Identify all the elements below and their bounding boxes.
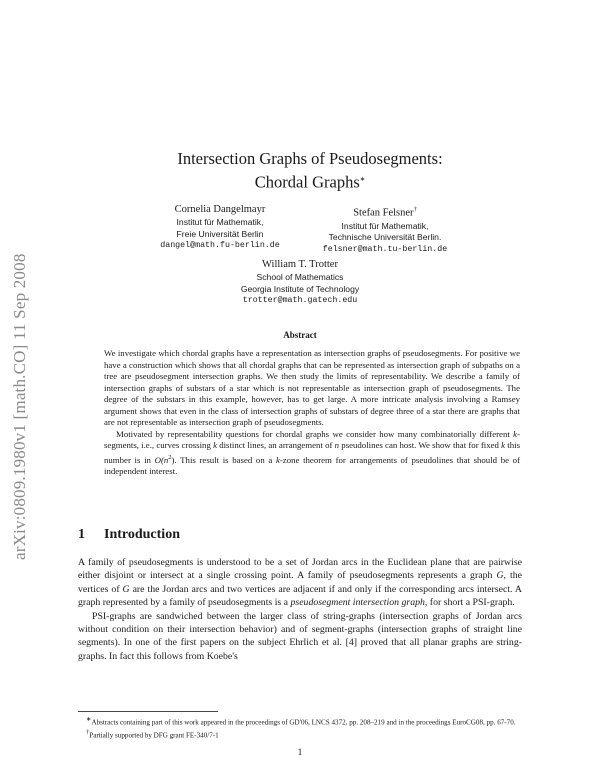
author-footnote-mark: † [413, 206, 417, 213]
paper-title [80, 148, 540, 193]
author-2 [305, 203, 465, 255]
arxiv-identifier: arXiv:0809.1980v1 [math.CO] 11 Sep 2008 [10, 253, 29, 560]
body-paragraph: A family of pseudosegments is understood to be a set of Jordan arcs in the Euclidean plane that are pairwise either disjoint or intersect at a single crossing point. A family of pseudosegments represents a graph G, the vertices of G are the Jordan arcs and two vertices are adjacent if and only if the corresponding arcs intersect. A graph represented by a family of pseudosegments is a pseudosegment intersection graph, for short a PSI-graph. [78, 557, 522, 609]
body-paragraph: PSI-graphs are sandwiched between the larger class of string-graphs (intersection graphs of Jordan arcs without condition on their intersection behavior) and of segment-graphs (intersection graphs of straight line segments). In one of the first papers on the subject Ehrlich et al. [4] proved that all planar graphs are string-graphs. In fact this follows from Koebe's [78, 610, 522, 662]
page-number: 1 [297, 748, 303, 758]
author-name: William T. Trotter [262, 259, 338, 270]
section-number: 1 [78, 527, 85, 542]
title-line-2: Chordal Graphs∗ [254, 172, 366, 192]
author-3 [210, 258, 390, 307]
abstract-heading: Abstract [283, 330, 317, 340]
body-text [78, 556, 522, 663]
author-affiliation: School of Mathematics [256, 272, 344, 282]
abstract-paragraph: We investigate which chordal graphs have a representation as intersection graphs of pseudosegments. For positive we have a construction which shows that all chordal graphs that can be represented as intersection graph of subpaths on a tree are pseudosegment intersection graphs. We then study the limits of representability. We describe a family of intersection graphs of substars of a star which is not representable as intersection graph of pseudosegments. The degree of the substars in this example, however, has to get large. A more intricate analysis involving a Ramsey argument shows that even in the class of intersection graphs of substars of degree three of a star there are graphs that are not representable as intersection graph of pseudosegments. [104, 348, 520, 427]
author-email: felsner@math.tu-berlin.de [322, 244, 448, 254]
footnote: †Partially supported by DFG grant FE-340/7-1 [86, 728, 219, 740]
footnote: ∗Abstracts containing part of this work appeared in the proceedings of GD'06, LNCS 4372, pp. 208–219 and in the proceedings EuroCG08, pp. 67-70. [86, 716, 516, 727]
author-1 [140, 203, 300, 252]
title-line-1: Intersection Graphs of Pseudosegments: [177, 149, 443, 168]
section-title: Introduction [104, 527, 180, 542]
author-affiliation: Technische Universität Berlin. [328, 232, 442, 242]
author-affiliation: Freie Universität Berlin [176, 228, 264, 239]
author-affiliation: Georgia Institute of Technology [240, 283, 360, 294]
author-affiliation: Institut für Mathematik, [341, 220, 429, 231]
footnote-rule [78, 711, 218, 712]
author-name: Cornelia Dangelmayr [174, 204, 266, 215]
abstract-body [104, 348, 520, 477]
author-affiliation: Institut für Mathematik, [176, 217, 264, 227]
author-email: trotter@math.gatech.edu [242, 296, 358, 305]
section-heading [78, 527, 180, 543]
abstract-paragraph: Motivated by representability questions for chordal graphs we consider how many combinatorially different k-segments, i.e., curves crossing k distinct lines, an arrangement of n pseudolines can host. We show that for fixed k this number is in $O(n^2)$. This result is based on a k-zone theorem for arrangements of pseudolines that should be of independent interest. [104, 428, 521, 476]
author-name: Stefan Felsner† [353, 206, 417, 219]
title-footnote-mark: ∗ [359, 176, 366, 183]
author-email: dangel@math.fu-berlin.de [160, 241, 280, 250]
footnotes [78, 715, 522, 740]
